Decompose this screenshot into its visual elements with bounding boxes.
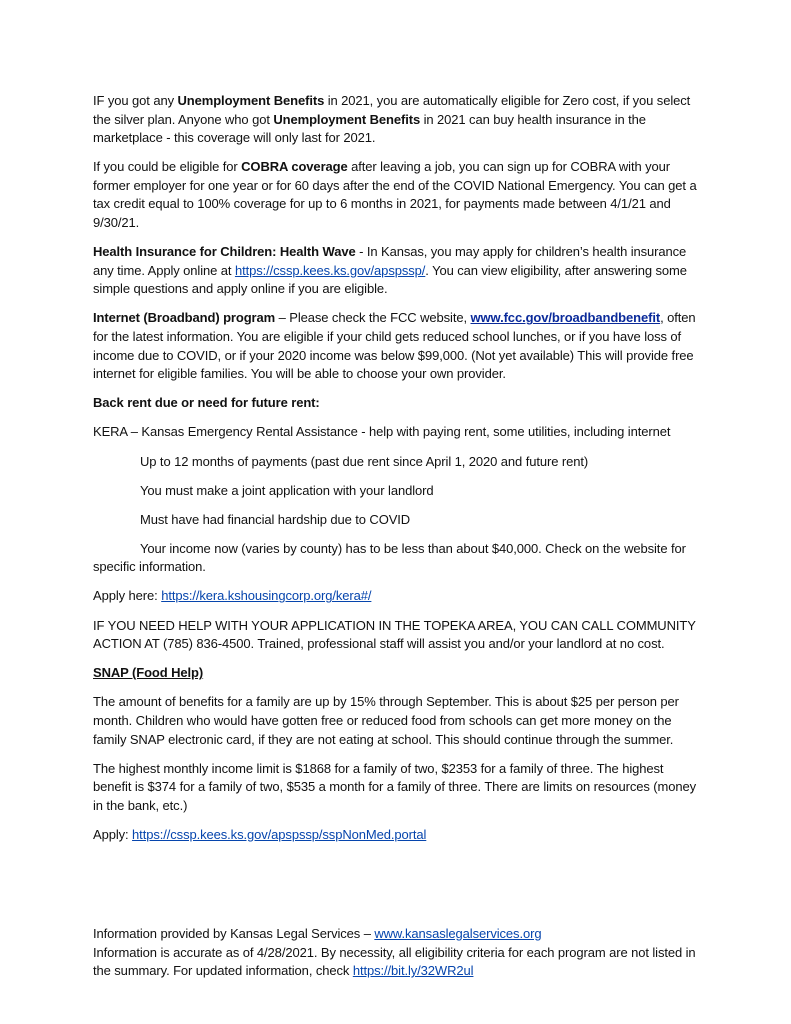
snap-paragraph-1: The amount of benefits for a family are up by 15% through September. This is about $25 per person per month. Children who would have gotten free or reduced food from schools can get more money on the family SNAP electronic card, if they are not eating at school. This should continue through the summer.: [93, 694, 679, 747]
text: Information is accurate as of 4/28/2021. By necessity, all eligibility criteria for each program are not listed in the summary. For updated information, check: [93, 944, 696, 979]
text: - In Kansas, you may apply for children’s health insurance any time. Apply online at: [93, 244, 687, 278]
text: , often for the latest information. You are eligible if your child gets reduced school lunches, or if you have loss of income due to COVID, or if your 2020 income was below $99,000. (Not yet available) This will provide free internet for eligible families. You will be able to choose your own provider.: [93, 310, 696, 382]
snap-heading: SNAP (Food Help): [93, 665, 204, 681]
updated-info-link[interactable]: https://bit.ly/32WR2ul: [352, 963, 474, 979]
bold-text: COBRA coverage: [241, 159, 348, 175]
document-body: [93, 92, 703, 855]
bold-text: Unemployment Benefits: [177, 93, 325, 108]
text: after leaving a job, you can sign up for COBRA with your former employer for one year or for 60 days after the end of the COVID National Emergency. You can get a tax credit equal to 100% coverage for up to 6 months in 2021, for payments made between 4/1/21 and 9/30/21.: [93, 159, 697, 231]
kera-paragraph: KERA – Kansas Emergency Rental Assistance - help with paying rent, some utilities, including internet: [93, 424, 671, 440]
kera-apply-line: [93, 587, 703, 606]
snap-apply-link[interactable]: https://cssp.kees.ks.gov/apspssp/sspNonMed.portal: [132, 826, 427, 842]
text: – Please check the FCC website,: [275, 310, 471, 326]
health-wave-link[interactable]: https://cssp.kees.ks.gov/apspssp/: [234, 262, 426, 278]
text: If you could be eligible for: [93, 159, 242, 175]
rent-item: Up to 12 months of payments (past due rent since April 1, 2020 and future rent): [140, 453, 589, 469]
rent-item: You must make a joint application with your landlord: [140, 482, 434, 498]
text: Apply:: [93, 826, 133, 842]
kls-website-link[interactable]: www.kansaslegalservices.org: [374, 926, 542, 941]
community-action-paragraph: IF YOU NEED HELP WITH YOUR APPLICATION IN THE TOPEKA AREA, YOU CAN CALL COMMUNITY ACTION AT (785) 836-4500. Trained, professional staff will assist you and/or your landlord at no cost.: [93, 617, 696, 652]
rent-heading: Back rent due or need for future rent:: [93, 395, 320, 411]
bold-text: Health Insurance for Children: Health Wave: [93, 244, 356, 260]
footer-line-1: [93, 925, 703, 944]
text: Apply here:: [93, 588, 162, 604]
bold-text: Unemployment Benefits: [273, 111, 421, 127]
rent-item: Must have had financial hardship due to COVID: [140, 511, 411, 527]
unemployment-paragraph: [93, 92, 703, 148]
footer-line-2: [93, 944, 703, 981]
text: in 2021, you are automatically eligible for Zero cost, if you select the silver plan. Anyone who got: [93, 93, 691, 127]
text: Information provided by Kansas Legal Services –: [93, 926, 375, 941]
text: in 2021 can buy health insurance in the marketplace - this coverage will only last for 2021.: [93, 111, 646, 146]
footer: [93, 925, 703, 981]
fcc-link[interactable]: www.fcc.gov/broadbandbenefit: [470, 310, 661, 326]
cobra-paragraph: [93, 158, 703, 232]
bold-text: Internet (Broadband) program: [93, 310, 276, 326]
text: IF you got any: [93, 93, 178, 108]
rent-item: Your income now (varies by county) has to be less than about $40,000. Check on the website for specific information.: [93, 540, 686, 575]
kera-apply-link[interactable]: https://kera.kshousingcorp.org/kera#/: [161, 588, 372, 604]
health-wave-paragraph: [93, 243, 703, 299]
text: . You can view eligibility, after answering some simple questions and apply online if you are eligible.: [93, 262, 687, 297]
snap-paragraph-2: The highest monthly income limit is $1868 for a family of two, $2353 for a family of three. The highest benefit is $374 for a family of two, $535 a month for a family of three. There are limits on resources (money in the bank, etc.): [93, 760, 697, 813]
internet-paragraph: [93, 309, 703, 383]
snap-apply-line: [93, 826, 703, 845]
